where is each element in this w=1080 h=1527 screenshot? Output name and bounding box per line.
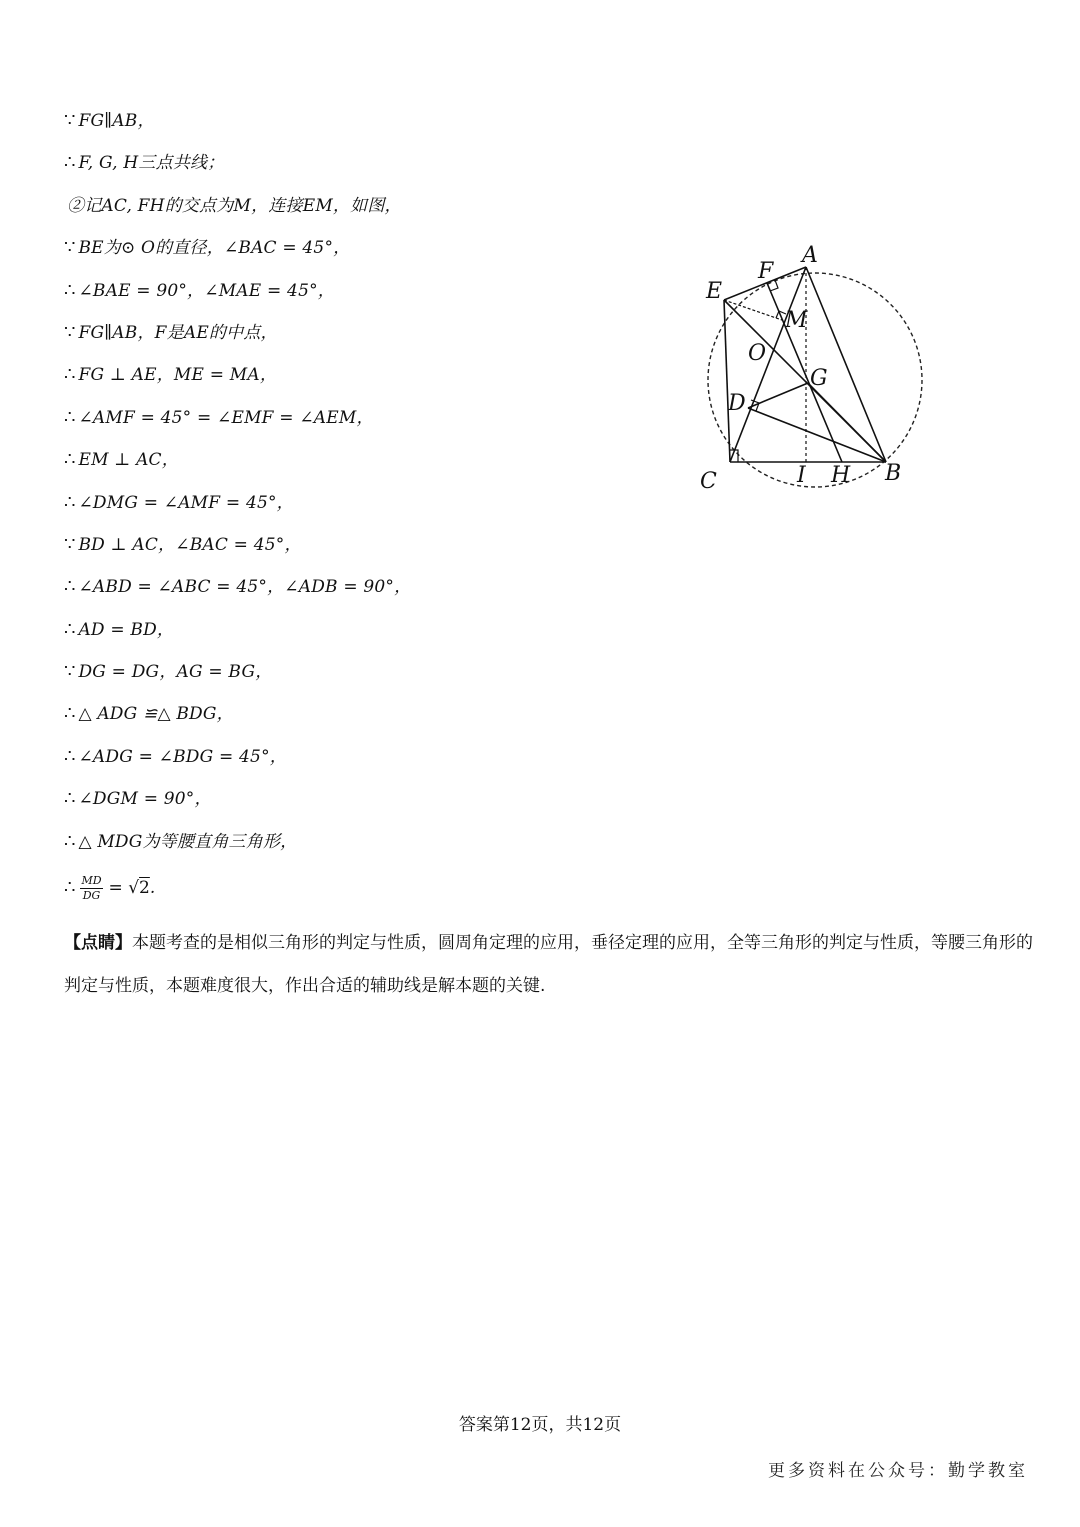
proof-line: ∴ ∠BAE = 90°，∠MAE = 45°， — [64, 279, 335, 301]
label-c: C — [700, 469, 717, 494]
proof-line: ∴ FG ⊥ AE，ME = MA， — [64, 364, 278, 386]
segment-bd — [748, 408, 886, 462]
proof-line: ∵ BE为⊙ O的直径，∠BAC = 45°， — [64, 237, 351, 259]
ratio-result: = √2. — [108, 878, 156, 899]
label-d: D — [728, 391, 746, 416]
proof-line: ②记AC, FH的交点为M，连接EM，如图， — [67, 195, 402, 216]
proof-final-line: ∴ $\frac{MD}{DG}$ = √2. — [64, 867, 684, 909]
label-f: F — [758, 259, 774, 284]
proof-steps — [64, 104, 684, 909]
label-h: H — [831, 463, 851, 488]
proof-line: ∴ ∠AMF = 45° = ∠EMF = ∠AEM， — [64, 406, 374, 428]
ratio-fraction: $\frac{MD}{DG}$ — [81, 873, 102, 902]
proof-line: ∵ DG = DG，AG = BG， — [64, 661, 273, 683]
note-label: 【点睛】 — [64, 933, 132, 953]
proof-line: ∵ FG∥AB，F是AE的中点， — [64, 321, 278, 343]
segment-gb — [808, 383, 886, 462]
label-a: A — [802, 243, 818, 268]
segment-ab — [806, 267, 886, 462]
watermark: 更多资料在公众号：勤学教室 — [768, 1461, 1028, 1481]
label-i: I — [797, 463, 806, 488]
label-e: E — [706, 279, 723, 304]
label-b: B — [885, 461, 902, 486]
proof-line: ∴ AD = BD， — [64, 618, 175, 640]
label-g: G — [810, 366, 828, 391]
proof-line: ∵ FG∥AB， — [64, 110, 155, 131]
proof-line: ∴ ∠ABD = ∠ABC = 45°，∠ADB = 90°， — [64, 576, 412, 598]
proof-line: ∴ △ MDG为等腰直角三角形， — [64, 830, 298, 852]
segment-ac — [730, 267, 806, 462]
segment-dg — [748, 383, 808, 408]
key-point-note — [64, 922, 1034, 1008]
proof-line: ∴ ∠ADG = ∠BDG = 45°， — [64, 745, 287, 767]
proof-line: ∴ △ ADG ≌△ BDG， — [64, 703, 234, 725]
page-footer: 答案第12页，共12页 — [458, 1415, 622, 1435]
geometry-diagram — [680, 238, 930, 500]
proof-line: ∴ ∠DMG = ∠AMF = 45°， — [64, 491, 294, 513]
note-text: 本题考查的是相似三角形的判定与性质，圆周角定理的应用，垂径定理的应用，全等三角形的判定与性质，等腰三角形的判定与性质，本题难度很大，作出合适的辅助线是解本题的关键. — [64, 933, 1033, 996]
label-m: M — [785, 308, 808, 333]
proof-line: ∴ EM ⊥ AC， — [64, 449, 179, 471]
label-o: O — [748, 341, 767, 366]
segment-em — [724, 300, 782, 320]
proof-line: ∴ F, G, H三点共线； — [64, 152, 225, 174]
proof-line: ∴ ∠DGM = 90°， — [64, 788, 212, 810]
proof-line: ∵ BD ⊥ AC，∠BAC = 45°， — [64, 533, 302, 555]
